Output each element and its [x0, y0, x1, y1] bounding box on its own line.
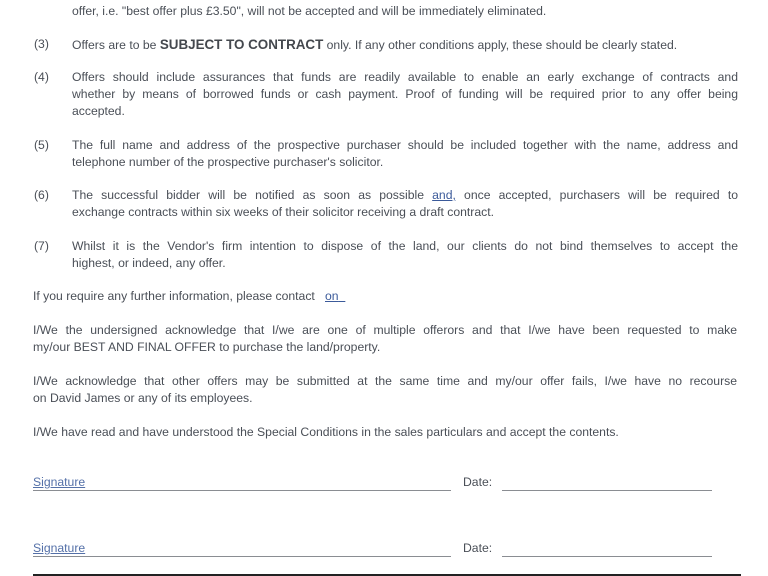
signature-field[interactable]: [33, 490, 451, 491]
acknowledgement-multiple-offerors: I/We the undersigned acknowledge that I/we are one of multiple offerors and that I/we have been requested to make my/our BEST AND FINAL OFFER to purchase the land/property.: [33, 323, 737, 354]
item-number: (6): [34, 188, 49, 202]
date-label: Date:: [463, 475, 493, 489]
item-number: (5): [34, 138, 49, 152]
item-number: (3): [34, 37, 49, 51]
signature-label: Signature: [33, 541, 86, 555]
item-text: Whilst it is the Vendor's firm intention to dispose of the land, our clients do not bind themselves to accept the highest, or indeed, any offer.: [72, 239, 738, 270]
date-field[interactable]: [502, 490, 712, 491]
contact-paragraph: If you require any further information, please contact on: [33, 289, 339, 303]
subject-to-contract-emphasis: SUBJECT TO CONTRACT: [159, 37, 324, 52]
item-number: (4): [34, 70, 49, 84]
and-hyperlink[interactable]: and,: [432, 188, 456, 202]
signature-label: Signature: [33, 475, 86, 489]
date-label: Date:: [463, 541, 493, 555]
signature-row-2: [33, 541, 713, 559]
item-text: The full name and address of the prospective purchaser should be included together with the name, address and telephone number of the prospective purchaser's solicitor.: [72, 138, 738, 169]
date-field[interactable]: [502, 556, 712, 557]
signature-row-1: [33, 475, 713, 493]
contact-on-field[interactable]: on: [325, 289, 339, 303]
intro-tail-text: offer, i.e. "best offer plus £3.50", will not be accepted and will be immediately eliminated.: [72, 4, 547, 18]
acknowledgement-no-recourse: I/We acknowledge that other offers may be submitted at the same time and my/our offer fails, I/we have no recourse on David James or any of its employees.: [33, 374, 737, 405]
item-number: (7): [34, 239, 49, 253]
item-text: Offers are to be SUBJECT TO CONTRACT only. If any other conditions apply, these should be clearly stated.: [72, 37, 678, 52]
item-text: Offers should include assurances that funds are readily available to enable an early exchange of contracts and whether by means of borrowed funds or cash payment. Proof of funding will be required prior to any offer being accepted.: [72, 70, 738, 118]
item-text: The successful bidder will be notified as soon as possible and, once accepted, purchasers will be required to exchange contracts within six weeks of their solicitor receiving a draft contract.: [72, 188, 738, 219]
signature-field[interactable]: [33, 556, 451, 557]
acknowledgement-special-conditions: I/We have read and have understood the Special Conditions in the sales particulars and accept the contents.: [33, 425, 619, 439]
